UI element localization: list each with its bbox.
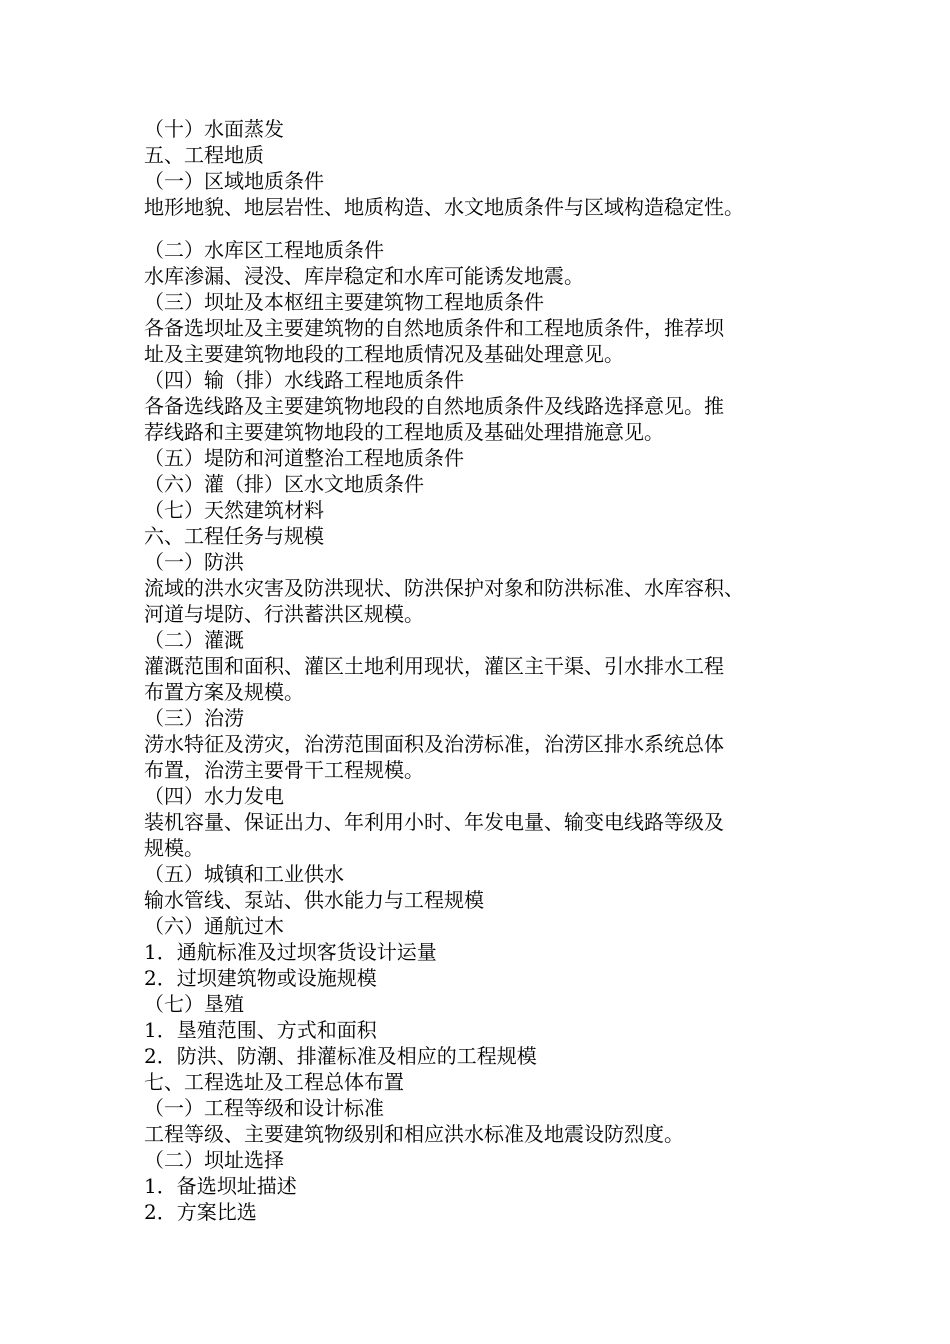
text-conveyance-geology-1: 各备选线路及主要建筑物地段的自然地质条件及线路选择意见。推 [144, 394, 724, 418]
document-body [144, 116, 834, 1225]
heading-damsite-geology: （三）坝址及本枢纽主要建筑物工程地质条件 [144, 290, 544, 314]
section-engineering-geology: 五、工程地质 [144, 143, 264, 167]
heading-levee-geology: （五）堤防和河道整治工程地质条件 [144, 446, 464, 470]
heading-hydropower: （四）水力发电 [144, 784, 284, 808]
list-item-navigation-2: 2．过坝建筑物或设施规模 [144, 966, 377, 990]
text-regional-geology: 地形地貌、地层岩性、地质构造、水文地质条件与区域构造稳定性。 [144, 195, 744, 219]
list-item-navigation-1: 1．通航标准及过坝客货设计运量 [144, 940, 437, 964]
heading-irrigation: （二）灌溉 [144, 628, 244, 652]
section-site-layout: 七、工程选址及工程总体布置 [144, 1070, 404, 1094]
heading-grade-standards: （一）工程等级和设计标准 [144, 1096, 384, 1120]
text-hydropower-1: 装机容量、保证出力、年利用小时、年发电量、输变电线路等级及 [144, 810, 724, 834]
text-flood-control-1: 流域的洪水灾害及防洪现状、防洪保护对象和防洪标准、水库容积、 [144, 576, 744, 600]
text-conveyance-geology-2: 荐线路和主要建筑物地段的工程地质及基础处理措施意见。 [144, 420, 664, 444]
list-item-damsite-1: 1．备选坝址描述 [144, 1174, 297, 1198]
heading-water-supply: （五）城镇和工业供水 [144, 862, 344, 886]
heading-navigation: （六）通航过木 [144, 914, 284, 938]
text-damsite-geology-2: 址及主要建筑物地段的工程地质情况及基础处理意见。 [144, 342, 624, 366]
list-item-reclamation-1: 1．垦殖范围、方式和面积 [144, 1018, 377, 1042]
text-grade-standards: 工程等级、主要建筑物级别和相应洪水标准及地震设防烈度。 [144, 1122, 684, 1146]
heading-reservoir-geology: （二）水库区工程地质条件 [144, 238, 384, 262]
text-damsite-geology-1: 各备选坝址及主要建筑物的自然地质条件和工程地质条件，推荐坝 [144, 316, 724, 340]
heading-reclamation: （七）垦殖 [144, 992, 244, 1016]
section-tasks-scale: 六、工程任务与规模 [144, 524, 324, 548]
heading-water-evaporation: （十）水面蒸发 [144, 117, 284, 141]
text-hydropower-2: 规模。 [144, 836, 204, 860]
list-item-damsite-2: 2．方案比选 [144, 1200, 257, 1224]
heading-conveyance-geology: （四）输（排）水线路工程地质条件 [144, 368, 464, 392]
text-water-supply: 输水管线、泵站、供水能力与工程规模 [144, 888, 484, 912]
heading-natural-materials: （七）天然建筑材料 [144, 498, 324, 522]
text-drainage-2: 布置，治涝主要骨干工程规模。 [144, 758, 424, 782]
heading-drainage: （三）治涝 [144, 706, 244, 730]
text-irrigation-2: 布置方案及规模。 [144, 680, 304, 704]
heading-irrigation-hydrogeology: （六）灌（排）区水文地质条件 [144, 472, 424, 496]
text-irrigation-1: 灌溉范围和面积、灌区土地利用现状，灌区主干渠、引水排水工程 [144, 654, 724, 678]
list-item-reclamation-2: 2．防洪、防潮、排灌标准及相应的工程规模 [144, 1044, 537, 1068]
text-reservoir-geology: 水库渗漏、浸没、库岸稳定和水库可能诱发地震。 [144, 264, 584, 288]
text-drainage-1: 涝水特征及涝灾，治涝范围面积及治涝标准，治涝区排水系统总体 [144, 732, 724, 756]
heading-regional-geology: （一）区域地质条件 [144, 169, 324, 193]
heading-flood-control: （一）防洪 [144, 550, 244, 574]
text-flood-control-2: 河道与堤防、行洪蓄洪区规模。 [144, 602, 424, 626]
heading-damsite-selection: （二）坝址选择 [144, 1148, 284, 1172]
paragraph-gap [144, 220, 834, 237]
